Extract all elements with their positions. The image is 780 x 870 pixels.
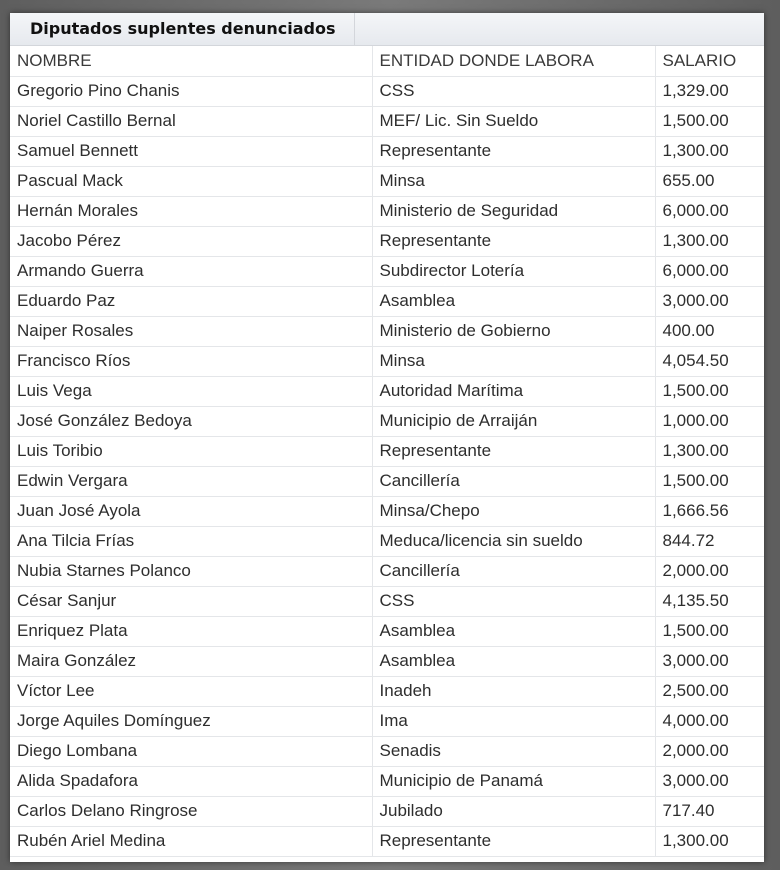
cell-nombre: Gregorio Pino Chanis bbox=[10, 76, 372, 106]
cell-entidad: Inadeh bbox=[372, 676, 655, 706]
cell-salario: 2,000.00 bbox=[655, 556, 764, 586]
table-row bbox=[10, 466, 764, 496]
cell-nombre: Carlos Delano Ringrose bbox=[10, 796, 372, 826]
cell-entidad: Ministerio de Gobierno bbox=[372, 316, 655, 346]
cell-nombre: Jacobo Pérez bbox=[10, 226, 372, 256]
cell-salario: 1,500.00 bbox=[655, 616, 764, 646]
cell-nombre: Pascual Mack bbox=[10, 166, 372, 196]
cell-entidad: Ima bbox=[372, 706, 655, 736]
cell-entidad: Representante bbox=[372, 826, 655, 856]
cell-entidad: Autoridad Marítima bbox=[372, 376, 655, 406]
cell-nombre: Hernán Morales bbox=[10, 196, 372, 226]
cell-salario: 1,300.00 bbox=[655, 136, 764, 166]
cell-entidad: Cancillería bbox=[372, 466, 655, 496]
cell-salario: 6,000.00 bbox=[655, 256, 764, 286]
cell-nombre: Naiper Rosales bbox=[10, 316, 372, 346]
cell-entidad: Minsa/Chepo bbox=[372, 496, 655, 526]
table-row bbox=[10, 826, 764, 856]
table-row bbox=[10, 166, 764, 196]
cell-nombre: Armando Guerra bbox=[10, 256, 372, 286]
cell-nombre: Nubia Starnes Polanco bbox=[10, 556, 372, 586]
cell-entidad: Subdirector Lotería bbox=[372, 256, 655, 286]
cell-salario: 4,054.50 bbox=[655, 346, 764, 376]
table-row bbox=[10, 616, 764, 646]
table-row bbox=[10, 256, 764, 286]
cell-entidad: Cancillería bbox=[372, 556, 655, 586]
table-row bbox=[10, 316, 764, 346]
cell-salario: 2,500.00 bbox=[655, 676, 764, 706]
cell-salario: 1,329.00 bbox=[655, 76, 764, 106]
table-row bbox=[10, 376, 764, 406]
cell-salario: 1,300.00 bbox=[655, 226, 764, 256]
cell-entidad: MEF/ Lic. Sin Sueldo bbox=[372, 106, 655, 136]
table-row bbox=[10, 226, 764, 256]
table-row bbox=[10, 736, 764, 766]
column-header-nombre: NOMBRE bbox=[10, 46, 372, 76]
table-row bbox=[10, 136, 764, 166]
cell-entidad: Municipio de Panamá bbox=[372, 766, 655, 796]
cell-nombre: Maira González bbox=[10, 646, 372, 676]
table-row bbox=[10, 406, 764, 436]
cell-salario: 4,135.50 bbox=[655, 586, 764, 616]
cell-salario: 2,000.00 bbox=[655, 736, 764, 766]
cell-entidad: Asamblea bbox=[372, 646, 655, 676]
cell-entidad: Ministerio de Seguridad bbox=[372, 196, 655, 226]
table-title: Diputados suplentes denunciados bbox=[10, 13, 355, 45]
table-row bbox=[10, 766, 764, 796]
title-bar bbox=[10, 13, 764, 46]
cell-salario: 717.40 bbox=[655, 796, 764, 826]
cell-entidad: Meduca/licencia sin sueldo bbox=[372, 526, 655, 556]
table-row bbox=[10, 556, 764, 586]
cell-entidad: CSS bbox=[372, 76, 655, 106]
salary-table bbox=[10, 46, 764, 857]
cell-nombre: Alida Spadafora bbox=[10, 766, 372, 796]
cell-salario: 655.00 bbox=[655, 166, 764, 196]
column-header-entidad: ENTIDAD DONDE LABORA bbox=[372, 46, 655, 76]
table-row bbox=[10, 76, 764, 106]
cell-nombre: José González Bedoya bbox=[10, 406, 372, 436]
cell-nombre: Jorge Aquiles Domínguez bbox=[10, 706, 372, 736]
table-row bbox=[10, 676, 764, 706]
cell-nombre: Samuel Bennett bbox=[10, 136, 372, 166]
cell-entidad: Senadis bbox=[372, 736, 655, 766]
cell-salario: 1,666.56 bbox=[655, 496, 764, 526]
table-row bbox=[10, 346, 764, 376]
cell-salario: 6,000.00 bbox=[655, 196, 764, 226]
cell-nombre: Edwin Vergara bbox=[10, 466, 372, 496]
cell-salario: 1,000.00 bbox=[655, 406, 764, 436]
cell-nombre: César Sanjur bbox=[10, 586, 372, 616]
table-row bbox=[10, 496, 764, 526]
cell-nombre: Enriquez Plata bbox=[10, 616, 372, 646]
cell-entidad: Asamblea bbox=[372, 286, 655, 316]
cell-salario: 3,000.00 bbox=[655, 766, 764, 796]
cell-salario: 1,500.00 bbox=[655, 466, 764, 496]
cell-nombre: Víctor Lee bbox=[10, 676, 372, 706]
cell-salario: 3,000.00 bbox=[655, 286, 764, 316]
table-row bbox=[10, 646, 764, 676]
column-header-salario: SALARIO bbox=[655, 46, 764, 76]
cell-nombre: Eduardo Paz bbox=[10, 286, 372, 316]
cell-salario: 3,000.00 bbox=[655, 646, 764, 676]
cell-entidad: Minsa bbox=[372, 346, 655, 376]
table-row bbox=[10, 196, 764, 226]
table-row bbox=[10, 796, 764, 826]
table-row bbox=[10, 436, 764, 466]
cell-nombre: Luis Toribio bbox=[10, 436, 372, 466]
cell-entidad: CSS bbox=[372, 586, 655, 616]
table-row bbox=[10, 106, 764, 136]
table-row bbox=[10, 706, 764, 736]
cell-salario: 1,300.00 bbox=[655, 436, 764, 466]
cell-nombre: Noriel Castillo Bernal bbox=[10, 106, 372, 136]
cell-nombre: Diego Lombana bbox=[10, 736, 372, 766]
header-row bbox=[10, 46, 764, 76]
cell-entidad: Municipio de Arraiján bbox=[372, 406, 655, 436]
table-row bbox=[10, 286, 764, 316]
cell-nombre: Rubén Ariel Medina bbox=[10, 826, 372, 856]
cell-entidad: Representante bbox=[372, 436, 655, 466]
cell-entidad: Representante bbox=[372, 226, 655, 256]
cell-salario: 400.00 bbox=[655, 316, 764, 346]
cell-entidad: Minsa bbox=[372, 166, 655, 196]
table-row bbox=[10, 586, 764, 616]
table-panel bbox=[10, 13, 764, 862]
table-row bbox=[10, 526, 764, 556]
cell-nombre: Francisco Ríos bbox=[10, 346, 372, 376]
table-body bbox=[10, 76, 764, 856]
cell-nombre: Luis Vega bbox=[10, 376, 372, 406]
cell-nombre: Juan José Ayola bbox=[10, 496, 372, 526]
cell-entidad: Jubilado bbox=[372, 796, 655, 826]
cell-salario: 1,500.00 bbox=[655, 106, 764, 136]
cell-nombre: Ana Tilcia Frías bbox=[10, 526, 372, 556]
cell-salario: 844.72 bbox=[655, 526, 764, 556]
cell-salario: 4,000.00 bbox=[655, 706, 764, 736]
cell-salario: 1,300.00 bbox=[655, 826, 764, 856]
cell-entidad: Representante bbox=[372, 136, 655, 166]
cell-entidad: Asamblea bbox=[372, 616, 655, 646]
cell-salario: 1,500.00 bbox=[655, 376, 764, 406]
